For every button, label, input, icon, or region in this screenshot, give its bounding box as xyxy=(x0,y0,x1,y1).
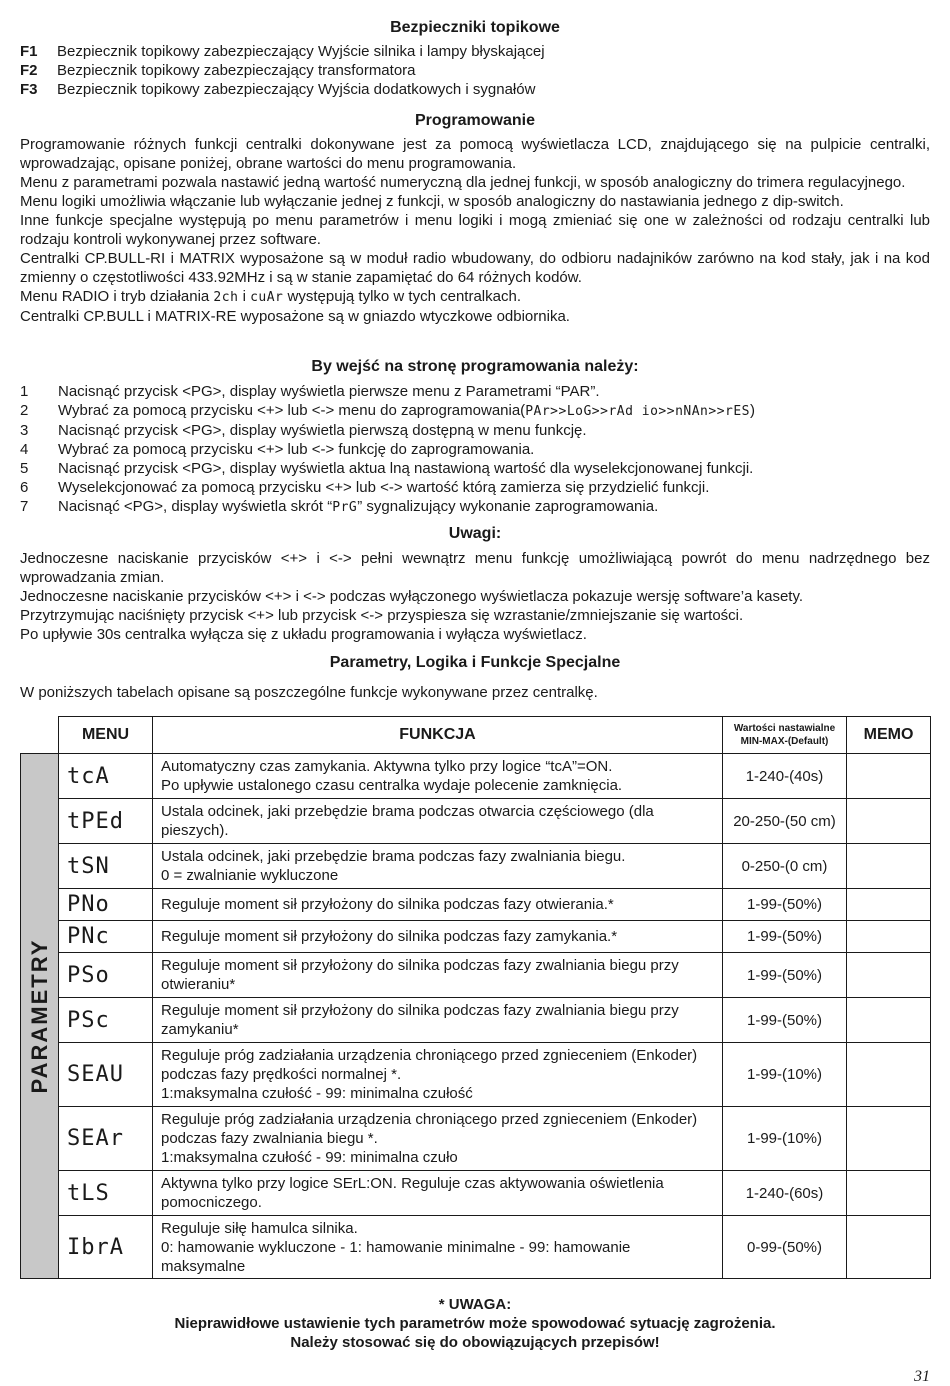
step-item xyxy=(20,497,930,517)
fuse-item xyxy=(20,80,930,99)
range-header-line: MIN-MAX-(Default) xyxy=(740,736,829,747)
warning-title: * UWAGA: xyxy=(438,1296,512,1313)
description-line: 1:maksymalna czułość - 99: minimalna czułość xyxy=(161,1085,473,1102)
memo-cell xyxy=(847,799,931,844)
fuse-code: F1 xyxy=(20,43,38,60)
paragraph: Po upływie 30s centralka wyłącza się z układu programowania i wyłącza wyświetlacz. xyxy=(20,626,587,643)
table-row xyxy=(21,799,931,844)
menu-code: PSo xyxy=(59,953,153,998)
fuse-code: F3 xyxy=(20,81,38,98)
range-value: 1-99-(10%) xyxy=(723,1107,847,1171)
memo-cell xyxy=(847,1171,931,1216)
steps-list xyxy=(20,382,930,517)
fuse-text: Bezpiecznik topikowy zabezpieczający transformatora xyxy=(57,62,416,79)
menu-code: IbrA xyxy=(59,1216,153,1279)
range-value: 0-250-(0 cm) xyxy=(723,844,847,889)
table-row xyxy=(21,921,931,953)
text: Menu RADIO i tryb działania xyxy=(20,288,214,305)
function-description xyxy=(153,1107,723,1171)
description-line: Ustala odcinek, jaki przebędzie brama podczas otwarcia częściowego (dla pieszych). xyxy=(161,803,654,839)
fuse-text: Bezpiecznik topikowy zabezpieczający Wyjścia dodatkowych i sygnałów xyxy=(57,81,536,98)
range-value: 1-240-(40s) xyxy=(723,754,847,799)
description-line: Reguluje moment sił przyłożony do silnika podczas fazy zwalniania biegu przy zamykaniu* xyxy=(161,1002,679,1038)
step-item xyxy=(20,459,930,478)
display-code: PAr>>LoG>>rAd io>>nNAn>>rES xyxy=(525,404,751,419)
function-description xyxy=(153,1171,723,1216)
function-column-header: FUNKCJA xyxy=(153,717,723,754)
function-description xyxy=(153,953,723,998)
description-line: Ustala odcinek, jaki przebędzie brama podczas fazy zwalniania biegu. xyxy=(161,848,626,865)
fuse-text: Bezpiecznik topikowy zabezpieczający Wyjście silnika i lampy błyskającej xyxy=(57,43,545,60)
description-line: Reguluje moment sił przyłożony do silnika podczas fazy zamykania.* xyxy=(161,928,618,945)
section-label xyxy=(21,754,59,1279)
function-description xyxy=(153,754,723,799)
menu-code: PSc xyxy=(59,998,153,1043)
step-text: Wybrać za pomocą przycisku <+> lub <-> menu do zaprogramowania( xyxy=(58,402,526,419)
menu-code: tLS xyxy=(59,1171,153,1216)
fuse-item xyxy=(20,42,930,61)
step-item xyxy=(20,478,930,497)
memo-cell xyxy=(847,953,931,998)
fuses-list xyxy=(20,42,930,99)
notes-text xyxy=(20,549,930,644)
menu-code: SEAr xyxy=(59,1107,153,1171)
step-item xyxy=(20,382,930,401)
step-text: Wyselekcjonować za pomocą przycisku <+> lub <-> wartość którą zamierza się przydzielić funkcji. xyxy=(58,479,710,496)
step-text: Nacisnąć przycisk <PG>, display wyświetla aktua lną nastawioną wartość dla wyselekcjonowanej funkcji. xyxy=(58,460,754,477)
table-row xyxy=(21,1107,931,1171)
table-row xyxy=(21,1216,931,1279)
menu-column-header: MENU xyxy=(59,717,153,754)
fuse-item xyxy=(20,61,930,80)
step-text: Nacisnąć <PG>, display wyświetla skrót “ xyxy=(58,498,333,515)
description-line: Reguluje siłę hamulca silnika. xyxy=(161,1219,358,1237)
parameters-table xyxy=(20,716,931,1279)
function-description xyxy=(153,799,723,844)
table-header-row xyxy=(21,717,931,754)
range-value: 1-99-(50%) xyxy=(723,889,847,921)
warning-line: Nieprawidłowe ustawienie tych parametrów może spowodować sytuację zagrożenia. xyxy=(174,1315,776,1332)
step-number: 4 xyxy=(20,441,29,458)
memo-cell xyxy=(847,1216,931,1279)
header-blank xyxy=(21,717,59,754)
range-value: 1-99-(50%) xyxy=(723,998,847,1043)
function-description xyxy=(153,1043,723,1107)
menu-code: PNo xyxy=(59,889,153,921)
display-code: 2ch xyxy=(213,290,239,305)
description-line: Reguluje próg zadziałania urządzenia chroniącego przed zgnieceniem (Enkoder) podczas fazy prędkości normalnej *. xyxy=(161,1047,698,1083)
table-row xyxy=(21,844,931,889)
step-text: ) xyxy=(750,402,756,419)
page-number: 31 xyxy=(914,1368,930,1385)
memo-cell xyxy=(847,844,931,889)
text: i xyxy=(238,288,251,305)
memo-cell xyxy=(847,754,931,799)
paragraph: Jednoczesne naciskanie przycisków <+> i <-> podczas wyłączonego wyświetlacza pokazuje wersję software’a kasety. xyxy=(20,588,804,605)
step-text: Wybrać za pomocą przycisku <+> lub <-> funkcję do zaprogramowania. xyxy=(58,441,535,458)
safety-warning xyxy=(20,1295,930,1352)
step-text: ” sygnalizujący wykonanie zaprogramowania. xyxy=(357,498,659,515)
paragraph xyxy=(20,287,930,307)
function-description xyxy=(153,889,723,921)
paragraph: Programowanie różnych funkcji centralki dokonywane jest za pomocą wyświetlacza LCD, znajdującego się na pulpicie centralki, wprowadzając, opisane poniżej, obrane wartości do menu programowania. xyxy=(20,136,930,172)
range-value: 1-240-(60s) xyxy=(723,1171,847,1216)
programming-text xyxy=(20,135,930,326)
description-line: Aktywna tylko przy logice SErL:ON. Reguluje czas aktywowania oświetlenia pomocniczego. xyxy=(161,1175,664,1211)
section-label-text: PARAMETRY xyxy=(26,938,52,1094)
memo-cell xyxy=(847,998,931,1043)
paragraph: Przytrzymując naciśnięty przycisk <+> lub przycisk <-> przyspiesza się wzrastanie/zmniejszanie się wartości. xyxy=(20,607,744,624)
params-intro: W poniższych tabelach opisane są poszczególne funkcje wykonywane przez centralkę. xyxy=(20,684,598,701)
table-row xyxy=(21,1171,931,1216)
step-text: Nacisnąć przycisk <PG>, display wyświetla pierwsze menu z Parametrami “PAR”. xyxy=(58,383,600,400)
step-number: 2 xyxy=(20,402,29,419)
fuses-heading: Bezpieczniki topikowe xyxy=(390,19,560,36)
text: występują tylko w tych centralkach. xyxy=(283,288,521,305)
function-description xyxy=(153,1216,723,1279)
description-line: 0: hamowanie wykluczone - 1: hamowanie minimalne - 99: hamowanie maksymalne xyxy=(161,1238,631,1275)
description-line: Reguluje moment sił przyłożony do silnika podczas fazy zwalniania biegu przy otwieraniu* xyxy=(161,957,679,993)
params-heading: Parametry, Logika i Funkcje Specjalne xyxy=(329,654,621,671)
range-column-header xyxy=(723,717,847,754)
description-line: Reguluje próg zadziałania urządzenia chroniącego przed zgnieceniem (Enkoder) podczas fazy zwalniania biegu *. xyxy=(161,1111,698,1147)
memo-column-header: MEMO xyxy=(847,717,931,754)
menu-code: tSN xyxy=(59,844,153,889)
notes-heading: Uwagi: xyxy=(448,525,502,542)
paragraph: Menu logiki umożliwia włączanie lub wyłączanie jednej z funkcji, w sposób analogiczny do nastawiania jednego z dip-switch. xyxy=(20,193,844,210)
menu-code: PNc xyxy=(59,921,153,953)
step-item xyxy=(20,421,930,440)
table-row xyxy=(21,953,931,998)
function-description xyxy=(153,844,723,889)
step-number: 1 xyxy=(20,383,29,400)
memo-cell xyxy=(847,1107,931,1171)
step-text: Nacisnąć przycisk <PG>, display wyświetla pierwszą dostępną w menu funkcję. xyxy=(58,422,587,439)
range-value: 1-99-(10%) xyxy=(723,1043,847,1107)
menu-code: tcA xyxy=(59,754,153,799)
paragraph: Jednoczesne naciskanie przycisków <+> i <-> pełni wewnątrz menu funkcję umożliwiającą powrót do menu nadrzędnego bez wprowadzania zmian. xyxy=(20,550,930,586)
function-description xyxy=(153,921,723,953)
step-item xyxy=(20,401,930,421)
menu-code: tPEd xyxy=(59,799,153,844)
function-description xyxy=(153,998,723,1043)
programming-heading: Programowanie xyxy=(414,112,536,129)
warning-line: Należy stosować się do obowiązujących przepisów! xyxy=(290,1334,660,1351)
table-row xyxy=(21,998,931,1043)
description-line: 1:maksymalna czułość - 99: minimalna czuło xyxy=(161,1149,458,1166)
description-line: Po upływie ustalonego czasu centralka wydaje polecenie zamknięcia. xyxy=(161,777,623,794)
step-item xyxy=(20,440,930,459)
menu-code: SEAU xyxy=(59,1043,153,1107)
description-line: Reguluje moment sił przyłożony do silnika podczas fazy otwierania.* xyxy=(161,896,614,913)
memo-cell xyxy=(847,889,931,921)
fuse-code: F2 xyxy=(20,62,38,79)
paragraph: Inne funkcje specjalne występują po menu parametrów i menu logiki i mogą zmieniać się one w zależności od rodzaju centralki lub rodzaju kontroli wykonywanej przez software. xyxy=(20,212,930,248)
description-line: Automatyczny czas zamykania. Aktywna tylko przy logice “tcA”=ON. xyxy=(161,758,613,775)
range-value: 0-99-(50%) xyxy=(723,1216,847,1279)
table-row xyxy=(21,754,931,799)
table-row xyxy=(21,1043,931,1107)
memo-cell xyxy=(847,1043,931,1107)
description-line: 0 = zwalnianie wykluczone xyxy=(161,867,339,884)
range-value: 20-250-(50 cm) xyxy=(723,799,847,844)
step-number: 7 xyxy=(20,498,29,515)
step-number: 5 xyxy=(20,460,29,477)
step-number: 6 xyxy=(20,479,29,496)
range-header-line: Wartości nastawialne xyxy=(733,723,836,734)
step-number: 3 xyxy=(20,422,29,439)
paragraph: Centralki CP.BULL-RI i MATRIX wyposażone są w moduł radio wbudowany, do odbioru nadajników zarówno na kod stały, jak i na kod zmienny o częstotliwości 433.92MHz i są w stanie zapamiętać do 64 różnych kodów. xyxy=(20,250,930,286)
range-value: 1-99-(50%) xyxy=(723,953,847,998)
paragraph: Centralki CP.BULL i MATRIX-RE wyposażone są w gniazdo wtyczkowe odbiornika. xyxy=(20,308,570,325)
display-code: PrG xyxy=(332,500,358,515)
paragraph: Menu z parametrami pozwala nastawić jedną wartość numeryczną dla jednej funkcji, w sposób analogiczny do trimera regulacyjnego. xyxy=(20,174,906,191)
range-value: 1-99-(50%) xyxy=(723,921,847,953)
steps-heading: By wejść na stronę programowania należy: xyxy=(311,358,639,375)
display-code: cuAr xyxy=(250,290,284,305)
memo-cell xyxy=(847,921,931,953)
table-row xyxy=(21,889,931,921)
